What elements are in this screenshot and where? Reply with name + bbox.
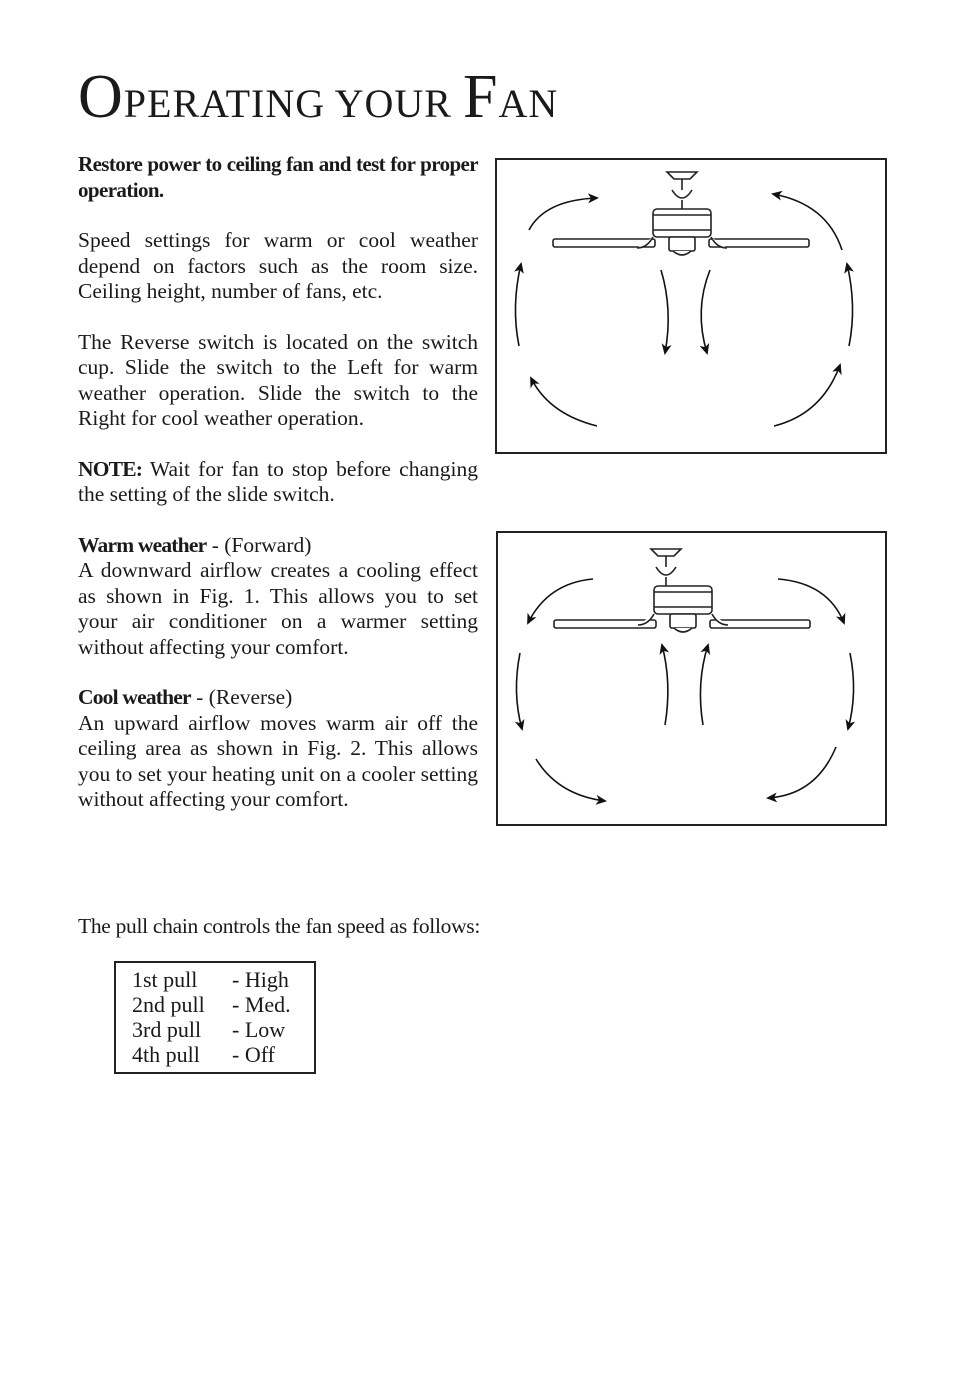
pull-count: 4th pull [132,1042,200,1067]
speed-row [132,992,314,1017]
fan-diagram-upward [498,533,885,824]
speed-value: - High [232,967,289,992]
speed-row [132,1042,314,1067]
figure-1-forward-airflow [495,158,887,454]
ceiling-fan-icon [554,549,810,632]
speed-settings-paragraph: Speed settings for warm or cool weather depend on factors such as the room size. Ceiling height, number of fans, etc. [78,228,478,303]
cool-weather-paragraph [78,685,478,813]
ceiling-fan-icon [553,172,809,255]
warm-weather-text: A downward airflow creates a cooling effect as shown in Fig. 1. This allows you to set your air conditioner on a warmer setting without affecting your comfort. [78,558,478,659]
page-title [78,62,558,133]
cool-weather-label: Cool weather [78,685,191,709]
instructions-column [78,152,478,838]
cool-weather-text: An upward airflow moves warm air off the ceiling area as shown in Fig. 2. This allows you to set your heating unit on a cooler setting without affecting your comfort. [78,710,478,811]
figure-2-reverse-airflow [496,531,887,826]
title-part-end: AN [498,81,559,126]
title-first-capital: O [78,63,124,131]
note-paragraph [78,457,478,508]
warm-weather-mode: - (Forward) [206,532,312,557]
reverse-switch-paragraph: The Reverse switch is located on the switch cup. Slide the switch to the Left for warm weather operation. Slide the switch to the Right for cool weather operation. [78,329,478,430]
lead-instruction: Restore power to ceiling fan and test for proper operation. [78,152,478,202]
pull-count: 1st pull [132,967,198,992]
warm-weather-paragraph [78,533,478,661]
pull-count: 3rd pull [132,1017,202,1042]
title-second-capital: F [462,63,499,131]
speed-value: - Off [232,1042,275,1067]
speed-value: - Low [232,1017,286,1042]
speed-value: - Med. [232,992,291,1017]
title-part: PERATING YOUR [123,81,463,126]
warm-weather-label: Warm weather [78,532,207,557]
pull-chain-intro: The pull chain controls the fan speed as follows: [78,914,481,938]
note-label: NOTE: [78,456,143,481]
pull-count: 2nd pull [132,992,205,1017]
fan-diagram-downward [497,160,885,452]
speed-row [132,1017,314,1042]
speed-row [132,967,314,992]
note-text: Wait for fan to stop before changing the setting of the slide switch. [78,456,478,506]
pull-chain-speed-table [114,961,316,1074]
cool-weather-mode: - (Reverse) [190,685,293,709]
